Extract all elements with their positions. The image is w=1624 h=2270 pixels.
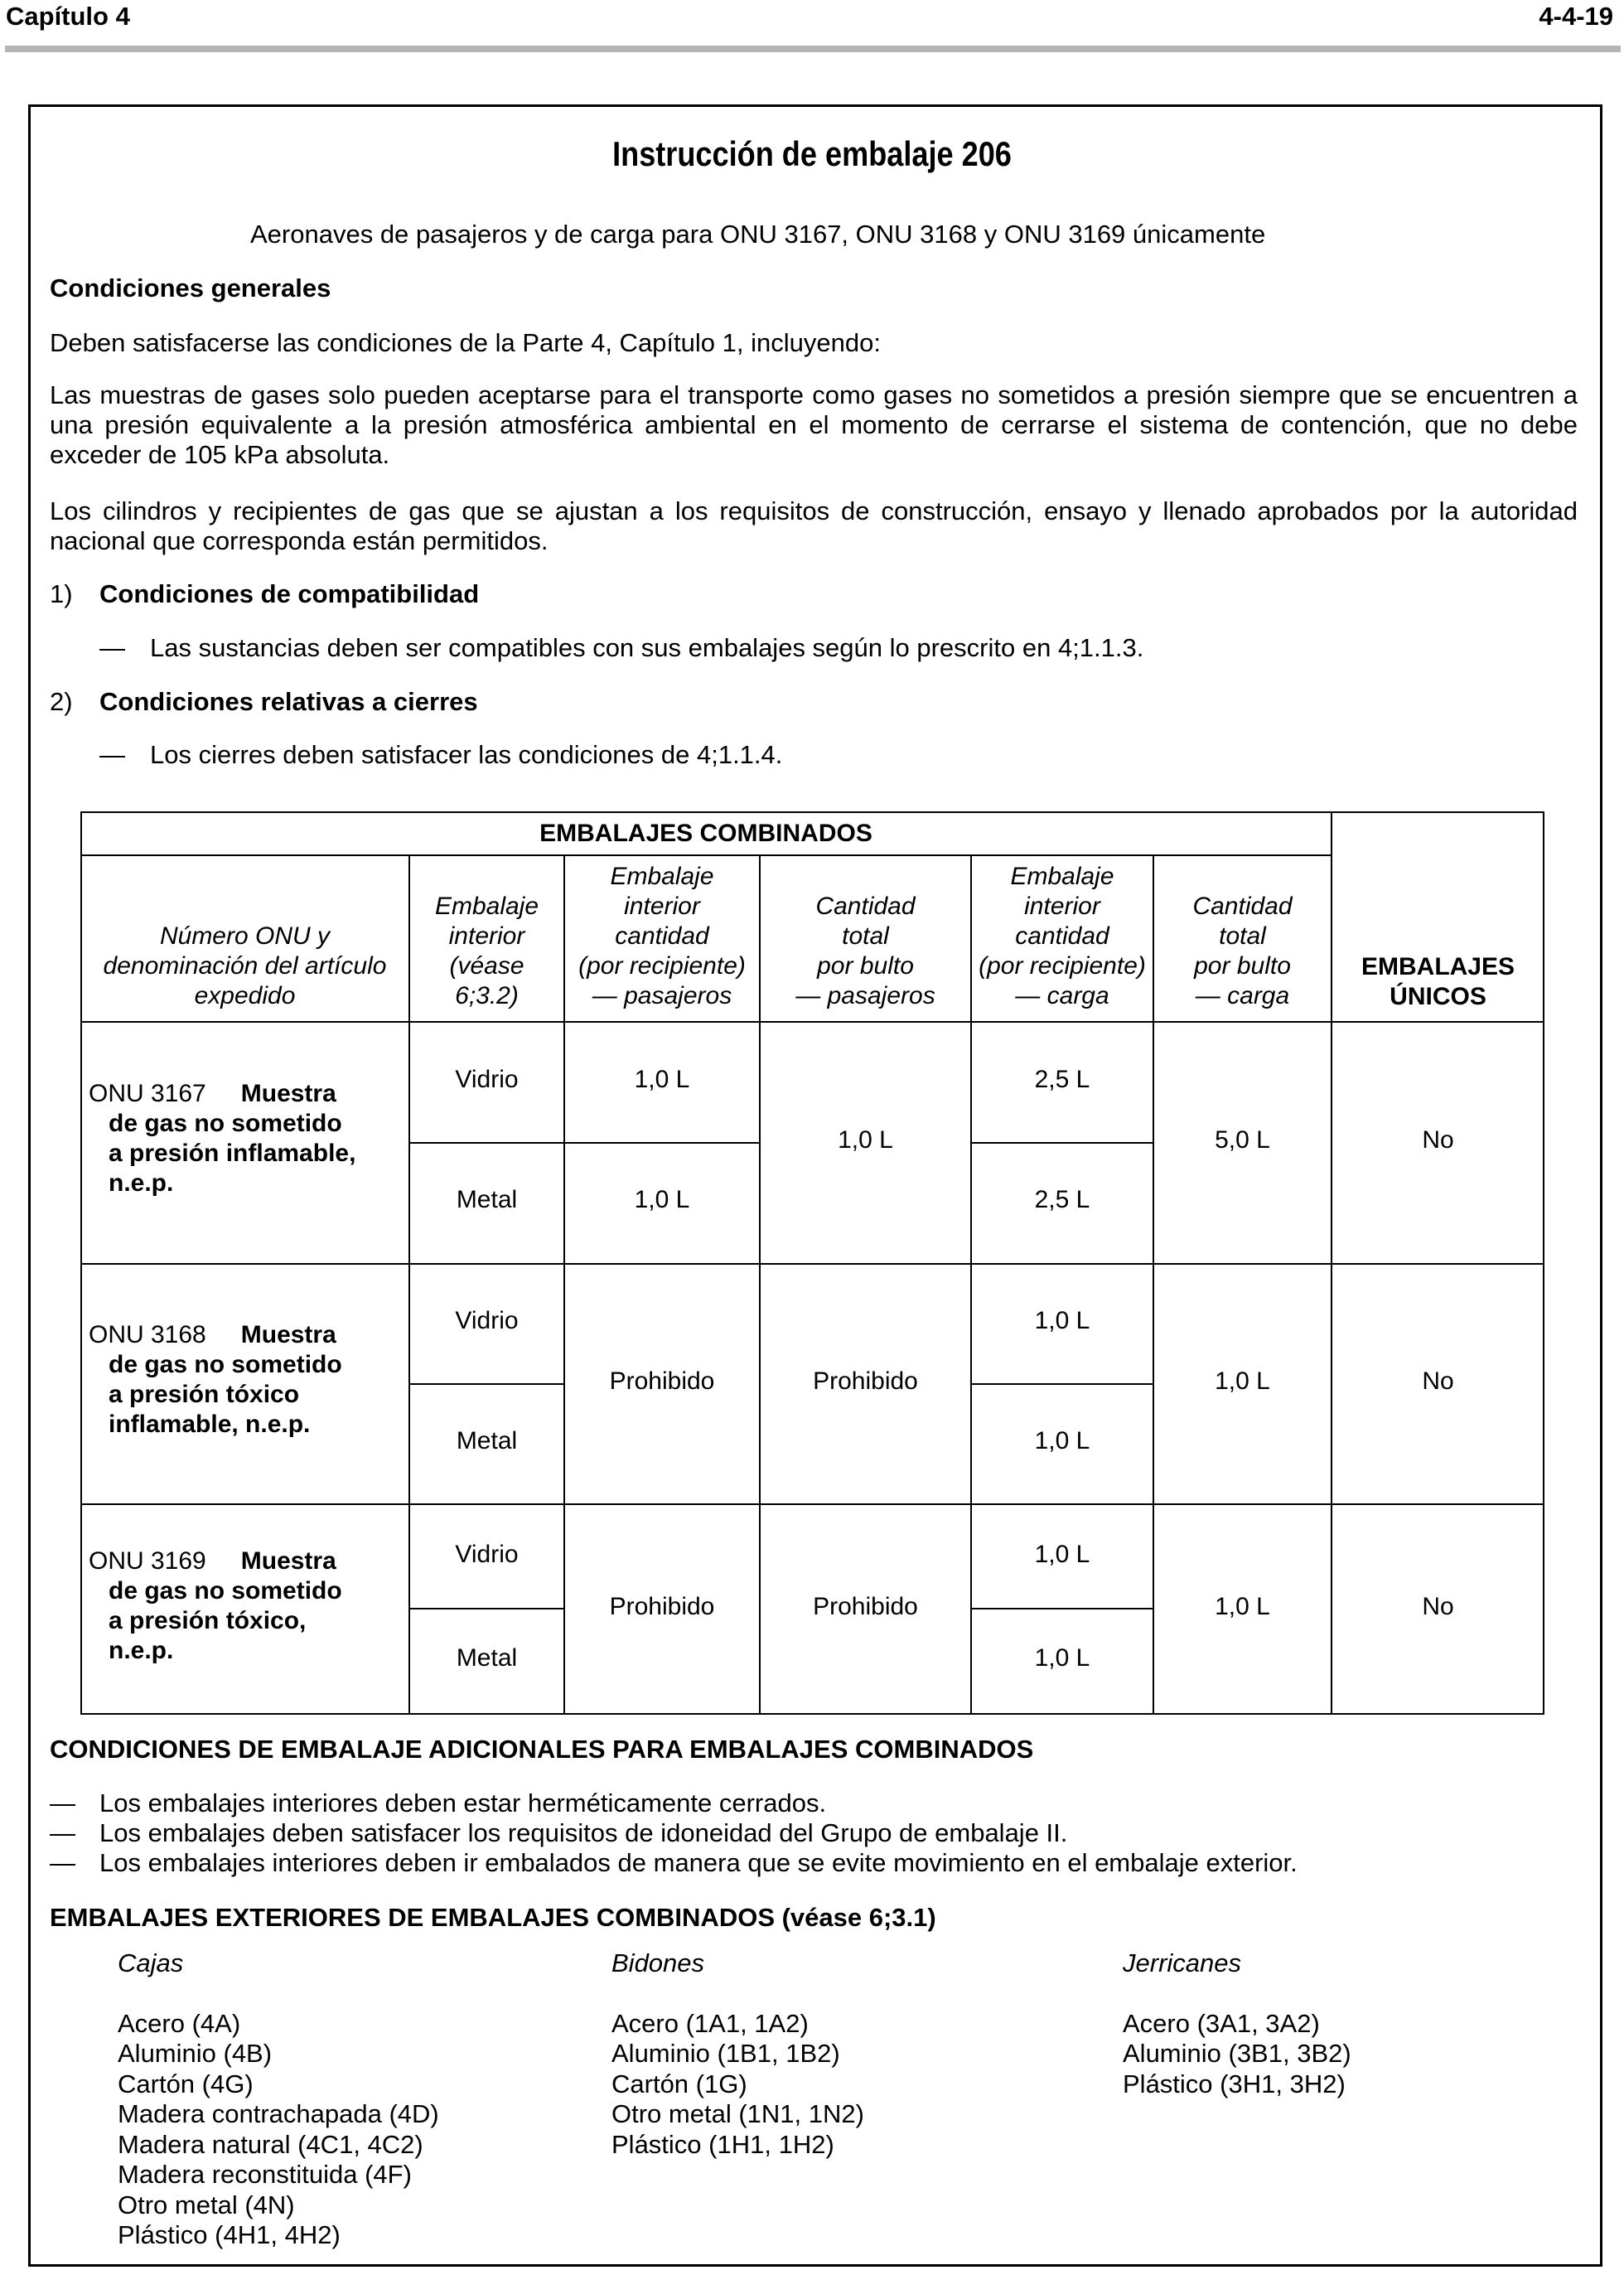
col-header-qty-passenger: Embalaje interior cantidad (por recipiente) — pasajeros (578, 863, 746, 1009)
page-number: 4-4-19 (1539, 2, 1613, 31)
row2-total-cargo: 1,0 L (1215, 1367, 1270, 1395)
row1-qty-cargo-metal: 2,5 L (1034, 1186, 1090, 1213)
table-group-header: EMBALAJES COMBINADOS (539, 820, 872, 847)
list-item: Aluminio (4B) (118, 2039, 273, 2068)
list-item: Plástico (1H1, 1H2) (611, 2129, 834, 2159)
row3-qty-cargo-metal: 1,0 L (1034, 1644, 1090, 1672)
row1-qty-cargo-glass: 2,5 L (1034, 1066, 1090, 1093)
row1-inner-metal: Metal (456, 1186, 518, 1213)
row3-qty-cargo-glass: 1,0 L (1034, 1541, 1090, 1568)
outer-list-jerricans (1123, 1948, 1351, 2099)
section-1-heading: Condiciones de compatibilidad (99, 579, 480, 608)
section-1-dash: — (99, 633, 125, 662)
list-item: Plástico (3H1, 3H2) (1123, 2069, 1346, 2098)
list-item: Plástico (4H1, 4H2) (118, 2220, 341, 2249)
general-para-2: Los cilindros y recipientes de gas que se ajustan a los requisitos de construcción, ensayo y llenado aprobados por la autoridad nacional que corresponda están permitidos. (50, 496, 1578, 555)
list-item: Aluminio (1B1, 1B2) (611, 2039, 840, 2068)
col-header-inner: Embalaje interior (véase 6;3.2) (434, 893, 539, 1009)
chapter-label: Capítulo 4 (6, 2, 130, 31)
list-item: Acero (3A1, 3A2) (1123, 2008, 1320, 2038)
list-item: Cartón (1G) (611, 2069, 747, 2098)
additional-heading: CONDICIONES DE EMBALAJE ADICIONALES PARA EMBALAJES COMBINADOS (50, 1735, 1034, 1764)
additional-item-3: — Los embalajes interiores deben ir embalados de manera que se evite movimiento en el embalaje exterior. (50, 1848, 1298, 1877)
row2-qty-pass: Prohibido (609, 1367, 715, 1395)
section-2-text: Los cierres deben satisfacer las condiciones de 4;1.1.4. (150, 740, 783, 769)
outer-list-drums (611, 1948, 864, 2160)
section-1-text: Las sustancias deben ser compatibles con sus embalajes según lo prescrito en 4;1.1.3. (150, 633, 1144, 662)
general-heading: Condiciones generales (50, 273, 331, 303)
list-item: Cartón (4G) (118, 2069, 254, 2098)
additional-item-1: — Los embalajes interiores deben estar herméticamente cerrados. (50, 1788, 827, 1817)
row1-total-cargo: 5,0 L (1215, 1126, 1270, 1154)
col-header-qty-cargo: Embalaje interior cantidad (por recipiente) — carga (979, 863, 1146, 1009)
row2-total-pass: Prohibido (813, 1367, 918, 1395)
additional-item-2: — Los embalajes deben satisfacer los requisitos de idoneidad del Grupo de embalaje II. (50, 1818, 1068, 1847)
row1-single: No (1422, 1126, 1454, 1154)
list-item: Madera reconstituida (4F) (118, 2160, 412, 2189)
col-header-single: EMBALAJES ÚNICOS (1361, 953, 1515, 1010)
outer-heading: EMBALAJES EXTERIORES DE EMBALAJES COMBINADOS (véase 6;3.1) (50, 1903, 936, 1932)
table-row-un-3168: ONU 3168 Muestra de gas no sometido a presión tóxico inflamable, n.e.p. (89, 1321, 342, 1438)
row3-total-cargo: 1,0 L (1215, 1593, 1270, 1620)
row2-single: No (1422, 1367, 1454, 1395)
outer-list-boxes (118, 1948, 439, 2251)
outer-col-title: Bidones (611, 1948, 705, 1977)
row1-qty-pass-metal: 1,0 L (634, 1186, 690, 1213)
list-item: Madera contrachapada (4D) (118, 2099, 439, 2128)
col-header-un: Número ONU y denominación del artículo expedido (103, 922, 387, 1009)
section-2-number: 2) (50, 687, 73, 716)
row2-inner-glass: Vidrio (455, 1307, 519, 1334)
page-subtitle: Aeronaves de pasajeros y de carga para ONU 3167, ONU 3168 y ONU 3169 únicamente (250, 220, 1266, 249)
outer-col-title: Cajas (118, 1948, 184, 1977)
packing-table (80, 811, 1544, 1715)
list-item: Otro metal (4N) (118, 2190, 295, 2219)
section-2-heading: Condiciones relativas a cierres (99, 687, 478, 716)
row2-qty-cargo-glass: 1,0 L (1034, 1307, 1090, 1334)
general-para-1: Las muestras de gases solo pueden aceptarse para el transporte como gases no sometidos a presión siempre que se encuentren a una presión equivalente a la presión atmosférica ambiental en el momento de cerrarse el sistema de contención, que no debe exceder de 105 kPa absoluta. (50, 380, 1578, 469)
general-intro: Deben satisfacerse las condiciones de la Parte 4, Capítulo 1, incluyendo: (50, 328, 881, 357)
list-item: Otro metal (1N1, 1N2) (611, 2099, 864, 2128)
section-1-number: 1) (50, 579, 73, 608)
row3-total-pass: Prohibido (813, 1593, 918, 1620)
table-row-un-3169: ONU 3169 Muestra de gas no sometido a presión tóxico, n.e.p. (89, 1547, 342, 1664)
list-item: Aluminio (3B1, 3B2) (1123, 2039, 1351, 2068)
col-header-total-passenger: Cantidad total por bulto — pasajeros (795, 893, 935, 1009)
table-row-un-3167: ONU 3167 Muestra de gas no sometido a presión inflamable, n.e.p. (89, 1080, 356, 1197)
list-item: Madera natural (4C1, 4C2) (118, 2129, 423, 2159)
row3-inner-metal: Metal (456, 1644, 518, 1672)
row3-qty-pass: Prohibido (609, 1593, 715, 1620)
row2-qty-cargo-metal: 1,0 L (1034, 1427, 1090, 1454)
row3-single: No (1422, 1593, 1454, 1620)
section-2-dash: — (99, 740, 125, 769)
list-item: Acero (4A) (118, 2008, 241, 2038)
list-item: Acero (1A1, 1A2) (611, 2008, 809, 2038)
row2-inner-metal: Metal (456, 1427, 518, 1454)
page-title: Instrucción de embalaje 206 (612, 134, 1012, 173)
header-rule (5, 46, 1621, 52)
row1-inner-glass: Vidrio (455, 1066, 519, 1093)
outer-col-title: Jerricanes (1123, 1948, 1241, 1977)
row3-inner-glass: Vidrio (455, 1541, 519, 1568)
col-header-total-cargo: Cantidad total por bulto — carga (1192, 893, 1293, 1009)
row1-total-pass: 1,0 L (838, 1126, 893, 1154)
row1-qty-pass-glass: 1,0 L (634, 1066, 690, 1093)
